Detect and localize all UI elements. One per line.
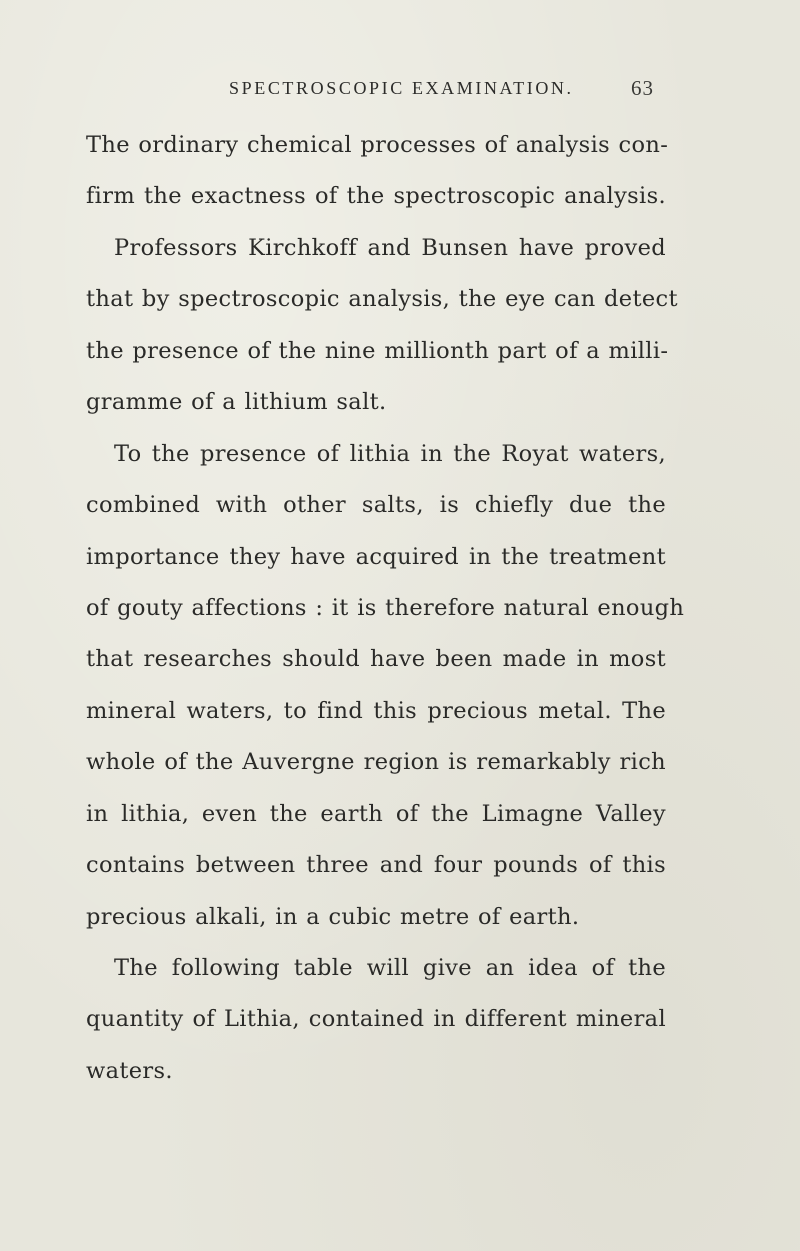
text-line: whole of the Auvergne region is remarkably rich — [86, 749, 666, 776]
text-line: To the presence of lithia in the Royat waters, — [114, 440, 666, 467]
text-line: The ordinary chemical processes of analysis con- — [86, 132, 669, 158]
text-line: contains between three and four pounds of this — [86, 852, 666, 879]
text-line: the presence of the nine millionth part of a milli- — [86, 337, 669, 364]
text-line: combined with other salts, is chiefly due the — [86, 492, 666, 519]
body-text — [86, 120, 685, 1097]
text-line: quantity of Lithia, contained in different mineral — [86, 1006, 666, 1033]
text-line: importance they have acquired in the treatment — [86, 543, 666, 570]
text-line: in lithia, even the earth of the Limagne Valley — [86, 800, 666, 827]
page-number: 63 — [631, 76, 654, 100]
running-head-title: SPECTROSCOPIC EXAMINATION. — [229, 78, 574, 98]
text-line: Professors Kirchkoff and Bunsen have proved — [114, 234, 666, 261]
text-line: that by spectroscopic analysis, the eye can detect — [86, 286, 678, 313]
text-line: of gouty affections : it is therefore natural enough — [86, 594, 685, 621]
text-line: precious alkali, in a cubic metre of earth. — [86, 903, 580, 930]
text-line: The following table will give an idea of the — [114, 955, 666, 981]
text-line: gramme of a lithium salt. — [86, 389, 387, 416]
text-line: mineral waters, to find this precious metal. The — [86, 697, 666, 724]
text-line: firm the exactness of the spectroscopic analysis. — [86, 183, 666, 210]
text-line: that researches should have been made in most — [86, 646, 666, 673]
text-line: waters. — [86, 1057, 173, 1084]
